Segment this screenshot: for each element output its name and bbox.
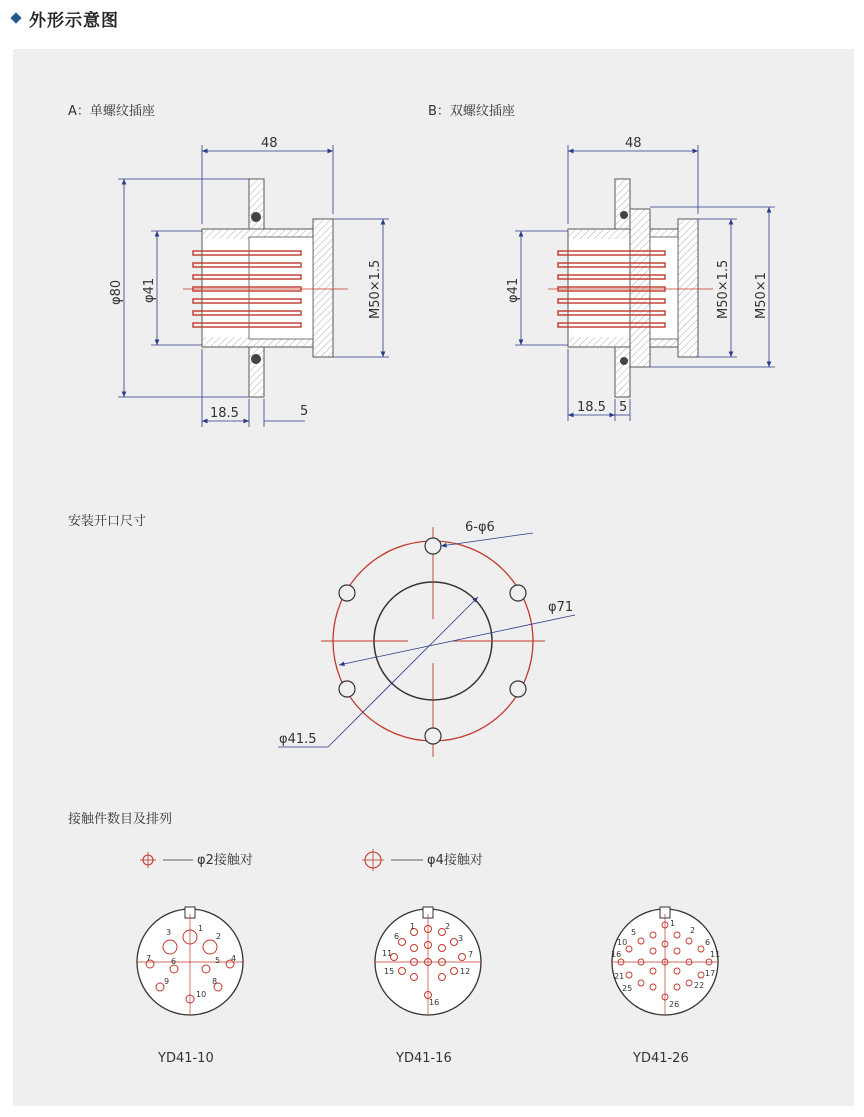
dim-a-flange: 5 — [300, 404, 309, 419]
pin-label: 1 — [670, 919, 676, 928]
model-label: YD41-16 — [396, 1051, 452, 1066]
page-title: 外形示意图 — [29, 10, 119, 31]
pin-label: 3 — [458, 934, 464, 943]
pin-label: 17 — [705, 969, 716, 978]
section-a-drawing — [109, 136, 389, 427]
dim-a-outer-dia: φ80 — [109, 279, 124, 305]
pin-label: 9 — [164, 977, 170, 986]
pin-label: 8 — [212, 977, 218, 986]
connector-yd41-10 — [136, 907, 244, 1066]
legend-large: φ4接触对 — [427, 853, 483, 868]
dim-b-flange: 5 — [619, 400, 628, 415]
model-label: YD41-10 — [158, 1051, 214, 1066]
connector-yd41-16 — [374, 907, 482, 1066]
pin-label: 21 — [614, 972, 625, 981]
pin-label: 25 — [622, 984, 633, 993]
pin-label: 12 — [460, 967, 471, 976]
dim-b-thread2: M50×1 — [754, 272, 769, 319]
mounting-label: 安装开口尺寸 — [68, 514, 147, 529]
pin-label: 1 — [198, 924, 204, 933]
pin-label: 26 — [669, 1000, 680, 1009]
contacts-label: 接触件数目及排列 — [68, 812, 173, 827]
contacts-legend — [140, 849, 483, 871]
pin-label: 10 — [617, 938, 628, 947]
pin-label: 5 — [215, 956, 221, 965]
pin-label: 6 — [394, 932, 400, 941]
dim-b-thread1: M50×1.5 — [716, 259, 731, 319]
mounting-bolt-circle: φ71 — [548, 600, 574, 615]
dim-a-depth: 18.5 — [210, 406, 239, 421]
pin-label: 5 — [631, 928, 637, 937]
pin-label: 22 — [694, 981, 705, 990]
pin-label: 2 — [690, 926, 696, 935]
mounting-opening: φ41.5 — [279, 732, 317, 747]
pin-label: 6 — [171, 957, 177, 966]
model-label: YD41-26 — [633, 1051, 689, 1066]
pin-label: 6 — [705, 938, 711, 947]
mounting-holes: 6-φ6 — [465, 520, 495, 535]
pin-label: 15 — [384, 967, 395, 976]
pin-label: 11 — [382, 949, 393, 958]
section-b-drawing — [506, 136, 775, 421]
connector-yd41-26 — [611, 907, 720, 1066]
pin-label: 2 — [445, 922, 451, 931]
pin-label: 1 — [410, 922, 416, 931]
mounting-drawing — [278, 520, 575, 757]
dim-a-inner-dia: φ41 — [142, 277, 157, 303]
pin-label: 7 — [468, 950, 474, 959]
diagram-canvas — [13, 49, 854, 1106]
dim-b-depth: 18.5 — [577, 400, 606, 415]
pin-label: 7 — [146, 954, 152, 963]
dim-b-width: 48 — [625, 136, 642, 151]
section-a-label: A：单螺纹插座 — [68, 104, 155, 119]
section-b-label: B：双螺纹插座 — [428, 104, 515, 119]
dim-a-thread: M50×1.5 — [368, 259, 383, 319]
pin-label: 2 — [216, 932, 222, 941]
pin-label: 16 — [429, 998, 440, 1007]
legend-small: φ2接触对 — [197, 853, 253, 868]
diagram-panel — [13, 49, 854, 1106]
dim-b-inner-dia: φ41 — [506, 277, 521, 303]
pin-label: 11 — [710, 950, 721, 959]
diamond-icon — [10, 12, 21, 23]
pin-label: 4 — [231, 954, 237, 963]
pin-label: 3 — [166, 928, 172, 937]
page-header — [12, 6, 119, 30]
pin-label: 16 — [611, 950, 622, 959]
pin-label: 10 — [196, 990, 207, 999]
dim-a-width: 48 — [261, 136, 278, 151]
